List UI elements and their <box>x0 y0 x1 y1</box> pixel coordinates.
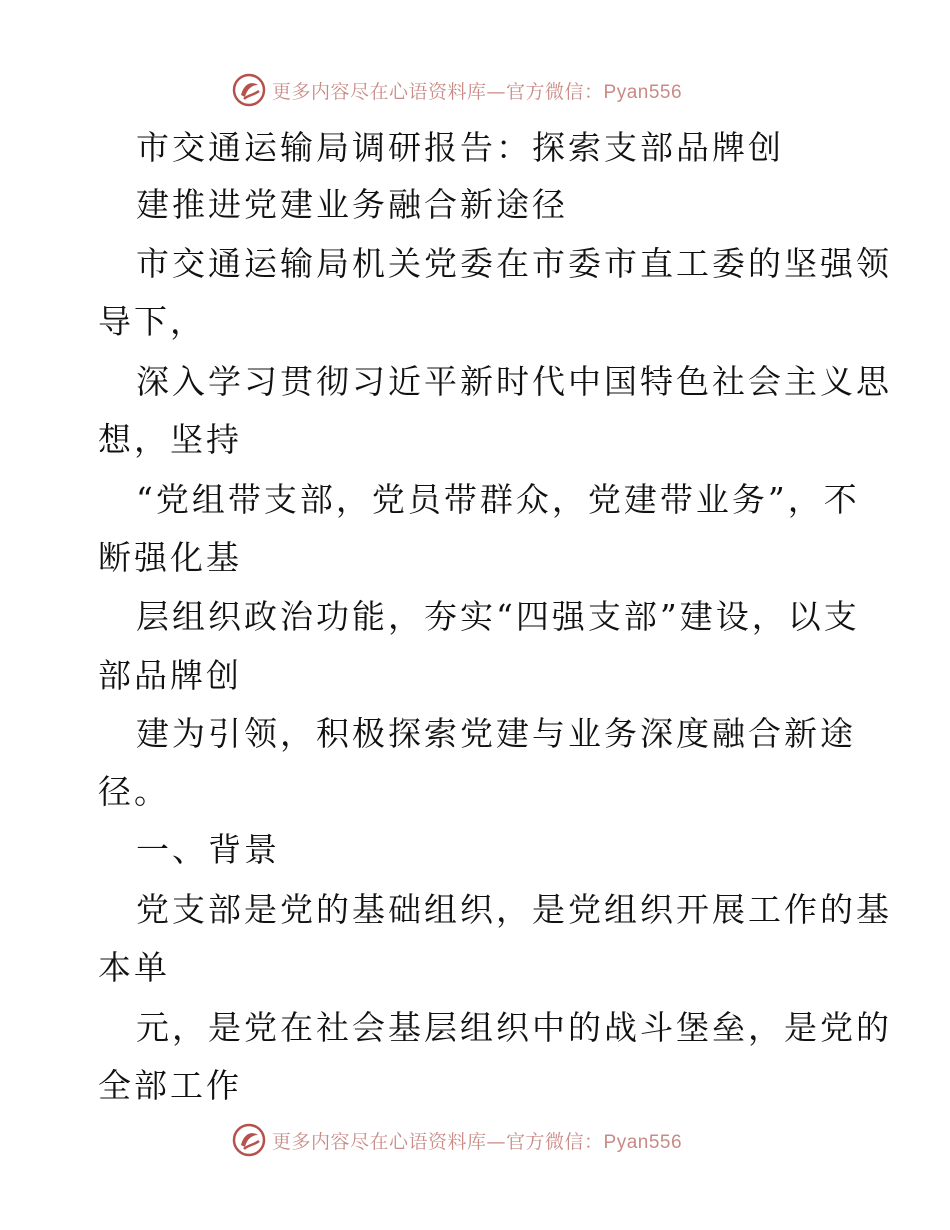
stylized-heart-logo-icon <box>232 73 266 107</box>
paragraph-line: 元，是党在社会基层组织中的战斗堡垒，是党的 <box>136 1008 892 1047</box>
paragraph-line: “党组带支部，党员带群众，党建带业务”，不 <box>136 480 860 519</box>
stylized-heart-logo-icon <box>232 1123 266 1157</box>
paragraph-line: 断强化基 <box>98 538 242 577</box>
paragraph-line: 深入学习贯彻习近平新时代中国特色社会主义思 <box>136 362 892 401</box>
section-heading: 一、背景 <box>136 830 280 869</box>
paragraph-line: 建为引领，积极探索党建与业务深度融合新途 <box>136 714 856 753</box>
paragraph-line: 市交通运输局机关党委在市委市直工委的坚强领 <box>136 244 892 283</box>
paragraph-line: 本单 <box>98 948 170 987</box>
footer-watermark <box>232 1120 712 1160</box>
paragraph-line: 导下， <box>98 302 206 341</box>
watermark-contact-id: Pyan556 <box>603 81 683 103</box>
watermark-separator: — <box>486 1130 507 1153</box>
paragraph-line: 全部工作 <box>98 1066 242 1105</box>
watermark-main: 更多内容尽在心语资料库 <box>272 80 487 103</box>
title-line-2: 建推进党建业务融合新途径 <box>136 185 568 224</box>
watermark-text <box>272 77 682 104</box>
watermark-separator: — <box>486 80 507 103</box>
paragraph-line: 层组织政治功能，夯实“四强支部”建设，以支 <box>136 597 860 636</box>
watermark-text <box>272 1127 682 1154</box>
watermark-contact-label: 官方微信： <box>506 1130 604 1153</box>
header-watermark <box>232 70 712 110</box>
watermark-contact-label: 官方微信： <box>506 80 604 103</box>
title-line-1: 市交通运输局调研报告：探索支部品牌创 <box>136 128 784 167</box>
paragraph-line: 部品牌创 <box>98 656 242 695</box>
paragraph-line: 想，坚持 <box>98 420 242 459</box>
paragraph-line: 径。 <box>98 772 170 811</box>
watermark-main: 更多内容尽在心语资料库 <box>272 1130 487 1153</box>
paragraph-line: 党支部是党的基础组织，是党组织开展工作的基 <box>136 890 892 929</box>
watermark-contact-id: Pyan556 <box>603 1131 683 1153</box>
